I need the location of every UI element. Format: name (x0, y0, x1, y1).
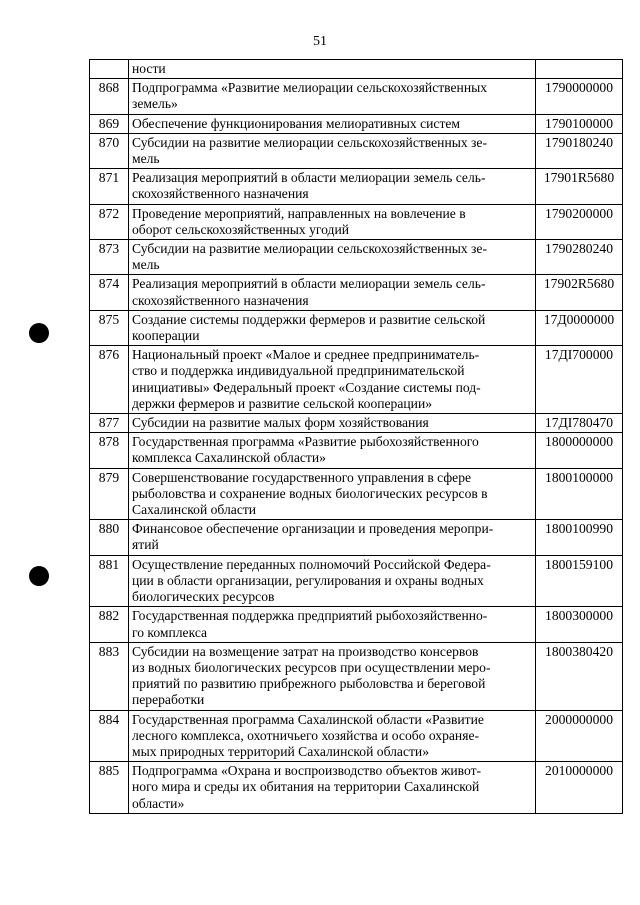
row-name-line: Финансовое обеспечение организации и проведения меропри- (132, 521, 494, 537)
table-row (90, 310, 623, 345)
table-row (90, 204, 623, 239)
table-row (90, 520, 623, 555)
row-number: 872 (90, 204, 129, 239)
table-row (90, 433, 623, 468)
table-body (90, 60, 623, 814)
row-number: 871 (90, 169, 129, 204)
row-number: 868 (90, 79, 129, 114)
row-name-line: комплекса Сахалинской области» (132, 450, 326, 466)
table-row (90, 762, 623, 814)
row-name (129, 468, 536, 520)
row-name-line: Обеспечение функционирования мелиоративных систем (132, 115, 461, 131)
table-row (90, 60, 623, 79)
table-row (90, 468, 623, 520)
row-name-line: области» (132, 795, 185, 811)
table-row (90, 133, 623, 168)
budget-classification-table (89, 59, 623, 814)
row-name-line: инициативы» Федеральный проект «Создание системы под- (132, 379, 481, 395)
row-name-line: рыболовства и сохранение водных биологических ресурсов в (132, 485, 488, 501)
row-name-line: Сахалинской области (132, 502, 257, 518)
row-name-line: Осуществление переданных полномочий Российской Федера- (132, 556, 491, 572)
row-number: 885 (90, 762, 129, 814)
row-name-line: Субсидии на развитие мелиорации сельскохозяйственных зе- (132, 134, 487, 150)
table-row (90, 346, 623, 414)
row-code: 2000000000 (536, 710, 623, 762)
row-code: 1800100000 (536, 468, 623, 520)
row-code: 1790180240 (536, 133, 623, 168)
row-name (129, 555, 536, 607)
row-name (129, 710, 536, 762)
row-name (129, 240, 536, 275)
row-name-line: из водных биологических ресурсов при осуществлении меро- (132, 659, 491, 675)
row-number (90, 60, 129, 79)
row-code: 1800000000 (536, 433, 623, 468)
row-name (129, 414, 536, 433)
row-name (129, 762, 536, 814)
row-code: 1800100990 (536, 520, 623, 555)
row-code: 1800300000 (536, 607, 623, 642)
row-number: 879 (90, 468, 129, 520)
row-code (536, 60, 623, 79)
row-name (129, 310, 536, 345)
row-name-line: Национальный проект «Малое и среднее предприниматель- (132, 347, 480, 363)
row-number: 883 (90, 642, 129, 710)
row-code: 17Д0000000 (536, 310, 623, 345)
row-code: 1790000000 (536, 79, 623, 114)
row-number: 880 (90, 520, 129, 555)
row-name-line: Государственная программа «Развитие рыбохозяйственного (132, 434, 479, 450)
row-name (129, 520, 536, 555)
row-name-line: ство и поддержка индивидуальной предпринимательской (132, 363, 465, 379)
row-name (129, 60, 536, 79)
row-number: 876 (90, 346, 129, 414)
row-name-line: Реализация мероприятий в области мелиорации земель сель- (132, 170, 486, 186)
row-name-line: Проведение мероприятий, направленных на вовлечение в (132, 205, 466, 221)
row-name-line: Субсидии на развитие мелиорации сельскохозяйственных зе- (132, 241, 487, 257)
row-code: 17902R5680 (536, 275, 623, 310)
row-name (129, 133, 536, 168)
table-row (90, 114, 623, 133)
row-code: 1790280240 (536, 240, 623, 275)
row-name-line: Создание системы поддержки фермеров и развитие сельской (132, 311, 486, 327)
page-number: 51 (313, 34, 327, 49)
row-name-line: Реализация мероприятий в области мелиорации земель сель- (132, 276, 486, 292)
row-name-line: Подпрограмма «Развитие мелиорации сельскохозяйственных (132, 80, 488, 96)
row-name-line: Субсидии на развитие малых форм хозяйствования (132, 415, 429, 431)
row-name-line: мых природных территорий Сахалинской области» (132, 743, 430, 759)
row-name-line: мель (132, 257, 160, 273)
row-number: 882 (90, 607, 129, 642)
row-code: 1800159100 (536, 555, 623, 607)
row-name-line: ятий (132, 537, 159, 553)
row-name-line: оборот сельскохозяйственных угодий (132, 221, 349, 237)
row-name (129, 169, 536, 204)
row-name-line: мель (132, 151, 160, 167)
row-name-line: держки фермеров и развитие сельской кооперации» (132, 395, 433, 411)
table-row (90, 710, 623, 762)
row-name-line: ности (132, 61, 166, 76)
row-name-line: приятий по развитию прибрежного рыболовства и береговой (132, 676, 486, 692)
table-row (90, 240, 623, 275)
table-row (90, 169, 623, 204)
row-name (129, 204, 536, 239)
table-row (90, 607, 623, 642)
row-code: 1790100000 (536, 114, 623, 133)
row-name (129, 346, 536, 414)
table-row (90, 414, 623, 433)
row-name-line: биологических ресурсов (132, 589, 275, 605)
row-code: 1790200000 (536, 204, 623, 239)
row-name-line: Подпрограмма «Охрана и воспроизводство объектов живот- (132, 763, 482, 779)
row-number: 877 (90, 414, 129, 433)
table-row (90, 642, 623, 710)
row-name (129, 607, 536, 642)
row-number: 873 (90, 240, 129, 275)
row-number: 869 (90, 114, 129, 133)
row-name (129, 275, 536, 310)
row-number: 870 (90, 133, 129, 168)
row-code: 17ДI780470 (536, 414, 623, 433)
row-name-line: ции в области организации, регулирования и охраны водных (132, 572, 484, 588)
row-code: 1800380420 (536, 642, 623, 710)
row-number: 875 (90, 310, 129, 345)
row-code: 17901R5680 (536, 169, 623, 204)
table-row (90, 555, 623, 607)
punch-hole-top (29, 323, 49, 343)
punch-hole-bottom (29, 566, 49, 586)
row-number: 874 (90, 275, 129, 310)
row-name (129, 79, 536, 114)
row-name-line: земель» (132, 96, 178, 112)
row-name (129, 642, 536, 710)
table-row (90, 275, 623, 310)
row-number: 881 (90, 555, 129, 607)
row-name-line: переработки (132, 692, 205, 708)
row-code: 2010000000 (536, 762, 623, 814)
table-row (90, 79, 623, 114)
row-name-line: го комплекса (132, 624, 208, 640)
row-name-line: ного мира и среды их обитания на территории Сахалинской (132, 779, 480, 795)
row-name-line: Государственная программа Сахалинской области «Развитие (132, 711, 484, 727)
row-name (129, 433, 536, 468)
row-name-line: кооперации (132, 328, 200, 344)
row-name (129, 114, 536, 133)
row-name-line: лесного комплекса, охотничьего хозяйства и особо охраняе- (132, 727, 480, 743)
row-name-line: скохозяйственного назначения (132, 186, 309, 202)
row-code: 17ДI700000 (536, 346, 623, 414)
row-name-line: Субсидии на возмещение затрат на производство консервов (132, 643, 479, 659)
row-name-line: скохозяйственного назначения (132, 292, 309, 308)
row-name-line: Государственная поддержка предприятий рыбохозяйственно- (132, 608, 488, 624)
row-name-line: Совершенствование государственного управления в сфере (132, 469, 472, 485)
row-number: 878 (90, 433, 129, 468)
row-number: 884 (90, 710, 129, 762)
